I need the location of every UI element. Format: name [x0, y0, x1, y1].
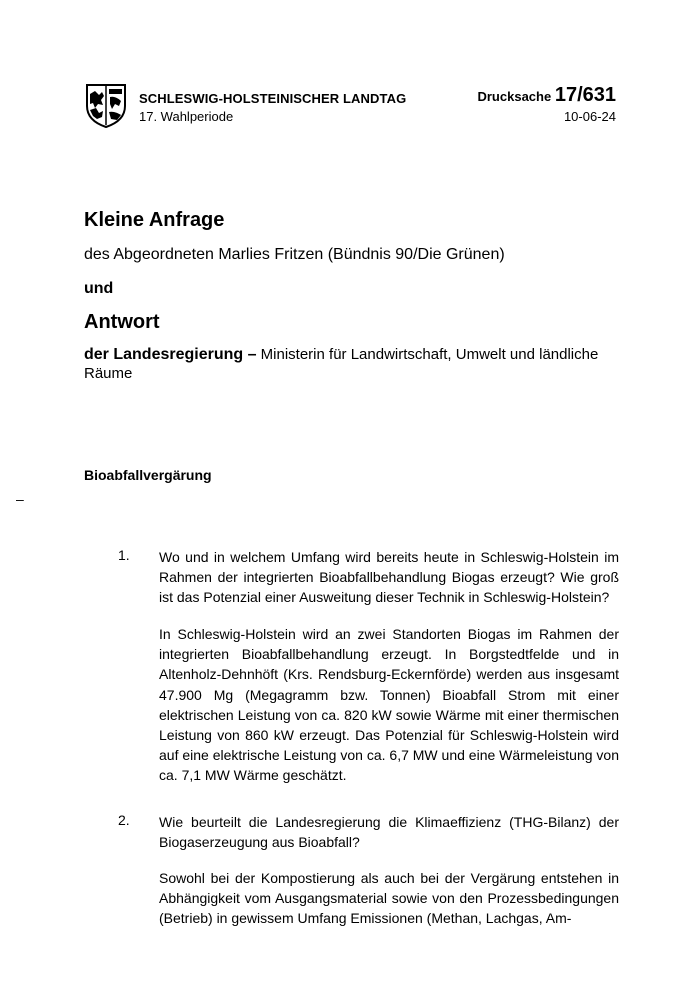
state-coat-of-arms-icon: [84, 82, 128, 128]
question-number: 1.: [118, 547, 130, 563]
responder-line: [84, 345, 624, 383]
antwort-heading: Antwort: [84, 311, 160, 333]
organization-name: SCHLESWIG-HOLSTEINISCHER LANDTAG: [139, 91, 407, 106]
answer-text: Sowohl bei der Kompostierung als auch bei der Vergärung entstehen in Abhängigkeit vom Ausgangsmaterial sowie von den Prozessbedingungen (Betrieb) in gewissem Umfang Emissionen (Methan, Lachgas, Am-: [159, 870, 619, 927]
margin-dash: –: [16, 491, 24, 507]
legislative-period: 17. Wahlperiode: [139, 109, 234, 124]
drucksache-label: Drucksache: [477, 89, 552, 104]
questioner-line: des Abgeordneten Marlies Fritzen (Bündnis 90/Die Grünen): [84, 246, 505, 263]
subject-heading: Bioabfallvergärung: [84, 467, 212, 483]
responder-ministry: Ministerin für Landwirtschaft, Umwelt und ländliche Räume: [84, 346, 599, 382]
drucksache-reference: [477, 84, 616, 107]
responder-lead: der Landesregierung –: [84, 346, 257, 363]
question-text: Wie beurteilt die Landesregierung die Klimaeffizienz (THG-Bilanz) der Biogaserzeugung aus Bioabfall?: [159, 814, 619, 851]
kleine-anfrage-heading: Kleine Anfrage: [84, 209, 225, 231]
answer-text: In Schleswig-Holstein wird an zwei Standorten Biogas im Rahmen der integrierten Bioabfallbehandlung erzeugt. In Borgstedtfelde und in Altenholz-Dehnhöft (Krs. Rendsburg-Eckernförde) werden aus insgesamt 47.900 Mg (Megagramm bzw. Tonnen) Bioabfall Strom mit einer elektrischen Leistung von ca. 820 kW sowie Wärme mit einer thermischen Leistung von 860 kW erzeugt. Das Potenzial für Schleswig-Holstein wird auf eine elektrische Leistung von ca. 6,7 MW und eine Wärmeleistung von ca. 7,1 MW Wärme geschätzt.: [159, 626, 619, 784]
document-date: 10-06-24: [563, 109, 616, 124]
drucksache-number: 17/631: [554, 84, 616, 106]
question-number: 2.: [118, 812, 130, 828]
question-text: Wo und in welchem Umfang wird bereits heute in Schleswig-Holstein im Rahmen der integrierten Bioabfallbehandlung Biogas erzeugt? Wie groß ist das Potenzial einer Ausweitung dieser Technik in Schleswig-Holstein?: [159, 549, 619, 606]
und-label: und: [84, 280, 114, 297]
